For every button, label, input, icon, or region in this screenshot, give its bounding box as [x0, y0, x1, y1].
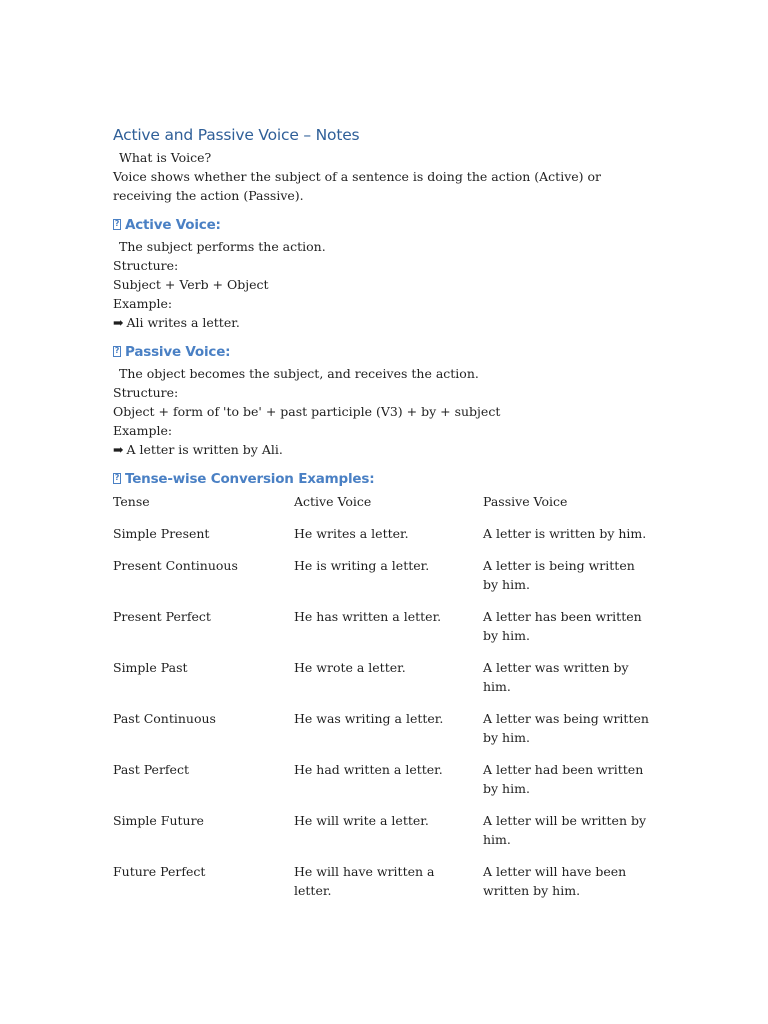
- passive-cell: A letter was written by him.: [483, 660, 629, 694]
- conversion-heading-text: Tense-wise Conversion Examples:: [125, 471, 375, 487]
- active-structure-label: Structure:: [113, 258, 179, 273]
- active-cell: He writes a letter.: [294, 526, 409, 541]
- tense-cell: Past Perfect: [113, 762, 189, 777]
- passive-structure: Object + form of 'to be' + past participle (V3) + by + subject: [113, 404, 501, 419]
- missing-glyph-box-icon: [113, 473, 121, 484]
- table-row: [113, 760, 653, 811]
- passive-example-label: Example:: [113, 423, 173, 438]
- active-structure: Subject + Verb + Object: [113, 277, 269, 292]
- table-row: [113, 607, 653, 658]
- passive-voice-heading: [113, 342, 653, 362]
- passive-voice-heading-text: Passive Voice:: [125, 344, 231, 360]
- active-cell: He has written a letter.: [294, 609, 442, 624]
- passive-cell: A letter had been written by him.: [483, 762, 644, 796]
- tense-cell: Future Perfect: [113, 864, 206, 879]
- missing-glyph-box-icon: [113, 219, 121, 230]
- active-voice-heading-text: Active Voice:: [125, 217, 221, 233]
- tense-cell: Present Continuous: [113, 558, 238, 573]
- passive-structure-label: Structure:: [113, 385, 179, 400]
- page-title: Active and Passive Voice – Notes: [113, 126, 360, 144]
- right-arrow-icon: ➡: [113, 315, 124, 330]
- missing-glyph-box-icon: [113, 346, 121, 357]
- conversion-table: [113, 492, 653, 913]
- tense-cell: Simple Future: [113, 813, 204, 828]
- active-cell: He will write a letter.: [294, 813, 429, 828]
- active-example-text: Ali writes a letter.: [126, 315, 240, 330]
- passive-cell: A letter will have been written by him.: [483, 864, 627, 898]
- table-row: [113, 862, 653, 913]
- table-row: [113, 556, 653, 607]
- active-voice-heading: [113, 215, 653, 235]
- passive-cell: A letter is written by him.: [483, 526, 647, 541]
- header-active-voice: Active Voice: [294, 494, 372, 509]
- table-row: [113, 524, 653, 556]
- passive-cell: A letter will be written by him.: [483, 813, 647, 847]
- tense-cell: Past Continuous: [113, 711, 216, 726]
- active-cell: He wrote a letter.: [294, 660, 406, 675]
- header-tense: Tense: [113, 494, 150, 509]
- intro-definition: Voice shows whether the subject of a sentence is doing the action (Active) or receiving the action (Passive).: [113, 169, 602, 203]
- tense-cell: Simple Past: [113, 660, 188, 675]
- passive-cell: A letter is being written by him.: [483, 558, 635, 592]
- table-header-row: [113, 492, 653, 524]
- passive-description: The object becomes the subject, and receives the action.: [119, 366, 479, 381]
- active-cell: He was writing a letter.: [294, 711, 444, 726]
- conversion-heading: [113, 469, 653, 489]
- intro-question: What is Voice?: [119, 150, 212, 165]
- active-description: The subject performs the action.: [119, 239, 326, 254]
- active-cell: He is writing a letter.: [294, 558, 430, 573]
- passive-example: [113, 440, 653, 459]
- active-cell: He had written a letter.: [294, 762, 443, 777]
- tense-cell: Present Perfect: [113, 609, 211, 624]
- right-arrow-icon: ➡: [113, 442, 124, 457]
- tense-cell: Simple Present: [113, 526, 210, 541]
- document-content: [113, 124, 653, 913]
- table-row: [113, 658, 653, 709]
- passive-cell: A letter was being written by him.: [483, 711, 649, 745]
- active-cell: He will have written a letter.: [294, 864, 435, 898]
- header-passive-voice: Passive Voice: [483, 494, 568, 509]
- table-row: [113, 811, 653, 862]
- passive-cell: A letter has been written by him.: [483, 609, 642, 643]
- passive-example-text: A letter is written by Ali.: [126, 442, 283, 457]
- active-example-label: Example:: [113, 296, 173, 311]
- active-example: [113, 313, 653, 332]
- table-row: [113, 709, 653, 760]
